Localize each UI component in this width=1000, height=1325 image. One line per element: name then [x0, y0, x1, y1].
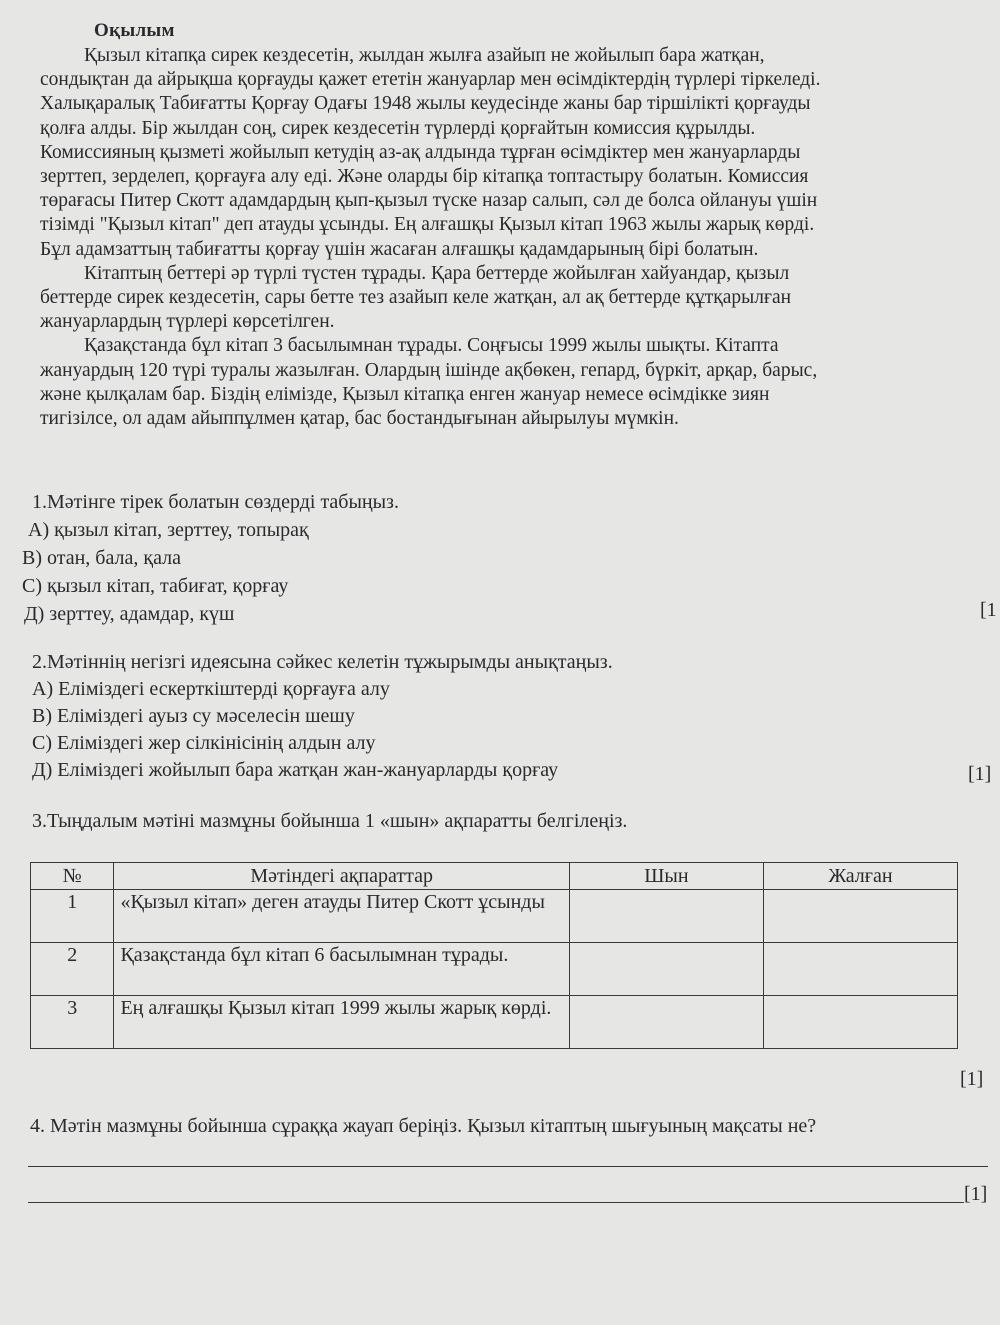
question-3-title: 3.Тыңдалым мәтіні мазмұны бойынша 1 «шын» ақпаратты белгілеңіз. — [32, 810, 628, 832]
reading-line: тізімді "Қызыл кітап" деп атауды ұсынды. Ең алғашқы Қызыл кітап 1963 жылы жарық көрді. — [40, 214, 815, 236]
table-row — [31, 943, 958, 996]
question-1-score: [1 — [980, 599, 997, 621]
question-2-option-d[interactable]: Д) Еліміздегі жойылып бара жатқан жан-жануарларды қорғау — [32, 759, 559, 781]
true-answer-cell[interactable] — [569, 996, 763, 1049]
question-1-title: 1.Мәтінге тірек болатын сөздерді табыңыз. — [32, 491, 399, 513]
row-info: «Қызыл кітап» деген атауды Питер Скотт ұсынды — [114, 890, 569, 943]
table-row — [31, 890, 958, 943]
question-2-title: 2.Мәтіннің негізгі идеясына сәйкес келетін тұжырымды анықтаңыз. — [32, 651, 613, 673]
question-3-score: [1] — [960, 1068, 984, 1090]
answer-line-2[interactable] — [28, 1202, 964, 1203]
false-answer-cell[interactable] — [763, 996, 957, 1049]
reading-line: жануарлардың түрлері көрсетілген. — [40, 311, 335, 333]
question-1-option-a[interactable]: А) қызыл кітап, зерттеу, топырақ — [28, 519, 309, 541]
table-header-true: Шын — [569, 863, 763, 890]
row-number: 2 — [31, 943, 114, 996]
question-4-score: [1] — [964, 1183, 988, 1205]
reading-line: Бұл адамзаттың табиғатты қорғау үшін жасаған алғашқы қадамдарының бірі болатын. — [40, 238, 759, 260]
reading-line: және қылқалам бар. Біздің елімізде, Қызыл кітапқа енген жануар немесе өсімдікке зиян — [40, 383, 770, 405]
false-answer-cell[interactable] — [763, 890, 957, 943]
question-2-option-c[interactable]: С) Еліміздегі жер сілкінісінің алдын алу — [32, 732, 376, 754]
row-info: Ең алғашқы Қызыл кітап 1999 жылы жарық көрді. — [114, 996, 569, 1049]
question-2-score: [1] — [968, 763, 992, 785]
reading-line: қолға алды. Бір жылдан соң, сирек кездесетін түрлерді қорғайтын комиссия құрылды. — [40, 117, 756, 139]
reading-line: тигізілсе, ол адам айыппұлмен қатар, бас бостандығынан айырылуы мүмкін. — [40, 408, 679, 430]
question-4-title: 4. Мәтін мазмұны бойынша сұраққа жауап беріңіз. Қызыл кітаптың шығуының мақсаты не? — [30, 1115, 817, 1137]
reading-line: Қазақстанда бұл кітап 3 басылымнан тұрады. Соңғысы 1999 жылы шықты. Кітапта — [84, 335, 779, 357]
false-answer-cell[interactable] — [763, 943, 957, 996]
reading-line: Комиссияның қызметі жойылып кетудің аз-ақ алдында тұрған өсімдіктер мен жануарларды — [40, 141, 801, 163]
reading-line: жануардың 120 түрі туралы жазылған. Олардың ішінде ақбөкен, гепард, бүркіт, арқар, барыс, — [40, 359, 818, 381]
question-2-option-a[interactable]: А) Еліміздегі ескерткіштерді қорғауға алу — [32, 678, 390, 700]
question-2 — [32, 648, 992, 784]
question-1 — [22, 488, 988, 628]
question-1-option-c[interactable]: С) қызыл кітап, табиғат, қорғау — [22, 575, 289, 597]
true-false-table — [30, 862, 958, 1049]
table-header-info: Мәтіндегі ақпараттар — [114, 863, 569, 890]
question-1-option-b[interactable]: В) отан, бала, қала — [22, 547, 182, 569]
row-number: 3 — [31, 996, 114, 1049]
row-info: Қазақстанда бұл кітап 6 басылымнан тұрады. — [114, 943, 569, 996]
reading-line: Қызыл кітапқа сирек кездесетін, жылдан жылға азайып не жойылып бара жатқан, — [84, 45, 765, 66]
reading-heading: Оқылым — [94, 20, 175, 41]
reading-line: беттерде сирек кездесетін, сары бетте тез азайып келе жатқан, ал ақ беттерде құтқарылған — [40, 287, 792, 309]
row-number: 1 — [31, 890, 114, 943]
reading-line: сондықтан да айрықша қорғауды қажет ететін жануарлар мен өсімдіктердің түрлері тіркеледі. — [40, 69, 821, 91]
true-answer-cell[interactable] — [569, 943, 763, 996]
table-header-row — [31, 863, 958, 890]
reading-line: зерттеп, зерделеп, қорғауға алу еді. Және оларды бір кітапқа топтастыру болатын. Комиссия — [40, 166, 809, 188]
question-2-option-b[interactable]: В) Еліміздегі ауыз су мәселесін шешу — [32, 705, 355, 727]
table-header-false: Жалған — [763, 863, 957, 890]
table-header-number: № — [31, 863, 114, 890]
reading-line: төрағасы Питер Скотт адамдардың қып-қызыл түске назар салып, сәл де болса ойлануы үшін — [40, 190, 818, 212]
reading-line: Кітаптың беттері әр түрлі түстен тұрады. Қара беттерде жойылған хайуандар, қызыл — [84, 262, 790, 284]
table-row — [31, 996, 958, 1049]
question-1-option-d[interactable]: Д) зерттеу, адамдар, күш — [24, 603, 235, 625]
reading-line: Халықаралық Табиғатты Қорғау Одағы 1948 жылы кеудесінде жаны бар тіршілікті қорғауды — [40, 93, 811, 115]
answer-line-1[interactable] — [28, 1166, 988, 1167]
true-answer-cell[interactable] — [569, 890, 763, 943]
reading-text — [40, 44, 990, 431]
